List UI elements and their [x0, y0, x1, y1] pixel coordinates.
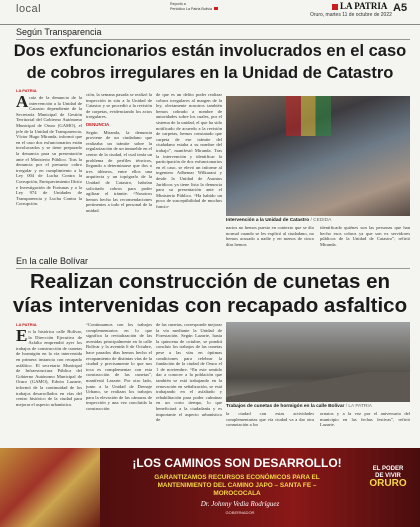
- header-social-line1: Reportó a: [170, 2, 186, 6]
- article1-column-2: [86, 92, 152, 245]
- header-social-line2: [170, 7, 218, 12]
- article2-column-2: [86, 322, 152, 445]
- article1-photo-caption: [226, 218, 331, 223]
- article2-headline: Realizan construcción de cunetas en vías intervenidas con recapado asfaltico: [12, 270, 408, 317]
- header-social-text: Periódico La Patria Bolivia: [170, 6, 212, 11]
- article1-subhead: DENUNCIA: [86, 121, 110, 127]
- article2-column-5: [320, 411, 410, 445]
- article1-photo: [226, 96, 410, 216]
- article2-rule: [16, 268, 410, 269]
- article2-column-1: [16, 329, 82, 445]
- article1-drop-cap: A: [16, 95, 29, 111]
- article1-caption-credit: / CEDIDA: [310, 218, 332, 223]
- article2-caption-credit: / LA PATRIA: [345, 404, 372, 409]
- newspaper-logo: [332, 1, 387, 11]
- article2-photo: [226, 322, 410, 402]
- article1-column-3-text: de que es un delito poder realizar cobros irregulares al margen de la ley, obviamente nosotros también hemos cobrado a nombre de autoridades sobre los cuales, por el sistema de la unidad, el que ha sido notificado de acuerdo a la revisión de carpetas, hemos constatado que carpeta de ese trámite del ciudadano estaba a su nombre del trabajo”, manifestó Miranda. Tras la intervención y identificar la participación de dos exfuncionarios en el caso, se elevó un informe al ingeniero Adhemar Wilkarani y desde la Unidad de Asuntos Jurídicos ya tiene lista la denuncia para su presentación ante el Ministerio Público. “Ha habido un poco de susceptibilidad de muchos funcio-: [156, 92, 222, 209]
- header-social: [170, 2, 218, 11]
- article2-photo-caption: [226, 404, 372, 409]
- article2-drop-cap: E: [16, 329, 28, 345]
- article1-column-5-text: identificado quiénes son las personas que han hecho esos cobros ya que son ex servidores públicos de la Unidad de Catastro”, refirió Miranda.: [320, 225, 410, 247]
- ad-body-line2: MANTENIMIENTO DEL CAMINO JAPO – SANTA FE –: [157, 482, 317, 489]
- youtube-icon: [214, 7, 218, 10]
- article2-column-1-text: n la histórica calle Bolívar, la Dirección Ejecutiva de Asfalto emprendió ayer los trabajos de construcción de cunetas de hormigón en la vía intervenida en primera instancia con recapado asfáltico. El secretario Municipal de Infraestructura Pública del Gobierno Autónomo Municipal de Oruro (GAMO), Edwin Lazarte, informó de la continuidad de los trabajos desarrollados en vías del centro histórico de la ciudad para mejorar el aspecto urbanístico.: [16, 329, 82, 407]
- ad-logo-line2: DE VIVIR: [375, 473, 401, 479]
- ad-logo-line3: ORURO: [369, 478, 407, 489]
- page-number: A5: [393, 2, 408, 14]
- article2-kicker: En la calle Bolívar: [16, 256, 89, 266]
- article1-column-3: [156, 92, 222, 245]
- article1-byline: LA PATRIA: [16, 88, 37, 93]
- article2-column-4-text: la ciudad con estas actividades complementarias que vía ciudad va a dar otra connotación a los: [226, 411, 314, 428]
- article2-caption-text: Trabajos de cunetas de hormigón en la calle Bolívar: [226, 404, 345, 409]
- article2-column-5-text: ornatos y a la vez por el aniversario del municipio en las fechas festivas”, refirió Lazarte.: [320, 411, 410, 428]
- section-label: local: [16, 3, 42, 15]
- ad-signature: Dr. Johnny Vedia Rodríguez: [200, 500, 280, 508]
- ad-photo: [0, 448, 100, 527]
- article1-column-5: [320, 225, 410, 253]
- article2-byline: LA PATRIA: [16, 322, 37, 327]
- article1-column-2b-text: Según Miranda, la denuncia proviene de un ciudadano que realizaba un trámite sobre la regularización de un inmueble en el centro de la ciudad, el cual tenía un problema de perfiles técnicos, llegando a determinarse que dos o tres idóneos, entre ellos una arquitecta y un topógrafo de la Unidad de Catastro, habrían solicitado cobros para poder agilizar el trámite. “Nosotros hemos hecho las recomendaciones pertinentes a todo el personal de la unidad.: [86, 129, 152, 213]
- article1-caption-text: Intervención a la Unidad de Catastro: [226, 218, 310, 223]
- article1-photo-flag: [286, 96, 331, 136]
- article2-column-4: [226, 411, 314, 445]
- ad-logo-line1: EL PODER: [372, 466, 404, 472]
- ad-body-line3: MOROCOCALA: [213, 490, 261, 497]
- ad-body-line1: GARANTIZAMOS RECURSOS ECONÓMICOS PARA EL: [154, 474, 320, 481]
- logo-icon: [332, 4, 338, 10]
- article1-column-1-text: raíz de la denuncia de la intervención a la Unidad de Catastro dependiente de la Secretaría Municipal de Gestión Territorial del Gobierno Autónomo Municipal de Oruro (GAMO), el jefe de la Unidad de Transparencia, Víctor Hugo Miranda, informó que en el caso dos exfuncionarios están involucrados y se tiene preparado la denuncia para su presentación ante el Ministerio Público. Tras la denuncia por el presunto cobro irregular y en cumplimiento a la Ley 004 de Lucha Contra la Corrupción, Enriquecimiento Ilícito e Investigación de Fortunas y a la Ley 974 de Unidades de Transparencia y Lucha Contra la Corrupción.: [16, 95, 82, 207]
- article2-photo-road: [226, 372, 410, 402]
- ad-logo: [360, 466, 416, 487]
- article2-column-3: [156, 322, 222, 445]
- issue-date: Oruro, martes 11 de octubre de 2022: [310, 12, 392, 18]
- logo-text: LA PATRIA: [340, 1, 388, 11]
- article2-column-2-text: “Continuamos con los trabajos complementarios en lo que significa la revitalización de las avenidas principalmente en la calle Bolívar y la avenida 6 de Octubre, hace pasados días hemos hecho el recapamiento de distintas vías de la ciudad y precisamente lo que nos toca es complementar con esta construcción de las cunetas”, manifestó Lazarte. Por otro lado, junto a la Unidad de Drenaje Urbano, se realizan los trabajos para la elevación de las cámaras de inspección y una vez concluida la construcción: [86, 322, 152, 411]
- article1-column-1: [16, 95, 82, 245]
- article1-column-4-text: narios no hemos puesto en contexto que se dio normal cuando se les explicó al ciudadano, no hemos acusado a nadie y en menos de cinco días hemos: [226, 225, 314, 247]
- article1-headline: Dos exfuncionarios están involucrados en el caso de cobros irregulares en la Unidad de Catastro: [13, 42, 407, 82]
- article1-column-4: [226, 225, 314, 253]
- article2-column-3-text: de las cunetas, corresponde mejorar la vía mediante la Unidad de Forestación. Según Lazarte, hasta la quincena de octubre, se pondrá concluir los trabajos de las cunetas pese a las vías en óptimas condiciones para celebrar la fundación de la ciudad de Oruro el 1 de noviembre. “En este sentido dar a conocer a la población que también se está trabajando en la renovación en señalización, se está trabajando en el asfaltado y rehabilitación para poder culminar en un corto tiempo, lo que beneficiará a la ciudadanía y es importante el aspecto urbanístico de: [156, 322, 222, 423]
- ad-title: ¡LOS CAMINOS SON DESARROLLO!: [132, 456, 342, 470]
- article1-kicker: Según Transparencia: [16, 27, 102, 37]
- ad-body: [112, 474, 362, 498]
- ad-signature-role: GOBERNADOR: [225, 510, 255, 515]
- advertisement-banner[interactable]: [0, 448, 420, 527]
- article1-column-2-text: ción, la semana pasada se realizó la inspección in situ a la Unidad de Catastro y se procedió a la revisión de carpetas, evidenciando los actos irregulares.: [86, 92, 152, 120]
